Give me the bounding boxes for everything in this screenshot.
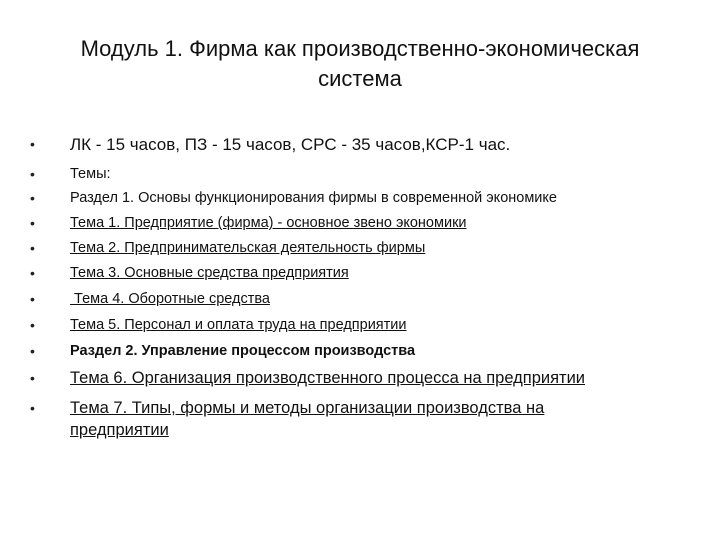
list-item-topic-2 xyxy=(30,238,700,258)
bullet-icon: • xyxy=(30,370,35,386)
list-item-hours xyxy=(30,133,700,156)
topic-1-link[interactable]: Тема 1. Предприятие (фирма) - основное звено экономики xyxy=(70,215,467,231)
bullet-icon: • xyxy=(30,215,35,231)
slide-title xyxy=(40,34,680,94)
topic-5-link[interactable]: Тема 5. Персонал и оплата труда на предприятии xyxy=(70,317,407,333)
list-item-section-2 xyxy=(30,341,700,361)
bullet-icon: • xyxy=(30,265,35,281)
topic-6-link[interactable]: Тема 6. Организация производственного процесса на предприятии xyxy=(70,369,586,387)
list-item-topic-4 xyxy=(30,289,700,309)
list-item-topic-7 xyxy=(30,397,600,441)
bullet-icon: • xyxy=(30,240,35,256)
bullet-icon: • xyxy=(30,343,35,359)
topic-4-link[interactable]: Тема 4. Оборотные средства xyxy=(70,291,270,307)
bullet-icon: • xyxy=(30,291,35,307)
list-item-topics-label xyxy=(30,164,700,184)
title-line-1: Модуль 1. Фирма как производственно-экономическая xyxy=(80,36,640,61)
list-item-section-1 xyxy=(30,188,700,208)
bullet-icon: • xyxy=(30,136,35,152)
list-item-topic-5 xyxy=(30,315,700,335)
list-item-topic-6 xyxy=(30,367,700,389)
section-2-heading: Раздел 2. Управление процессом производства xyxy=(70,343,416,359)
list-item-topic-3 xyxy=(30,263,700,283)
bullet-icon: • xyxy=(30,190,35,206)
section-1-heading: Раздел 1. Основы функционирования фирмы в современной экономике xyxy=(70,190,557,206)
bullet-icon: • xyxy=(30,166,35,182)
topic-2-link[interactable]: Тема 2. Предпринимательская деятельность фирмы xyxy=(70,240,426,256)
list-item-topic-1 xyxy=(30,213,700,233)
topic-3-link[interactable]: Тема 3. Основные средства предприятия xyxy=(70,265,349,281)
bullet-icon: • xyxy=(30,400,35,416)
hours-text: ЛК - 15 часов, ПЗ - 15 часов, СРС - 35 часов,КСР-1 час. xyxy=(70,135,511,154)
topics-label: Темы: xyxy=(70,166,111,182)
topic-7-link[interactable]: Тема 7. Типы, формы и методы организации производства на предприятии xyxy=(70,399,545,439)
title-line-2: система xyxy=(318,66,402,91)
bullet-icon: • xyxy=(30,317,35,333)
